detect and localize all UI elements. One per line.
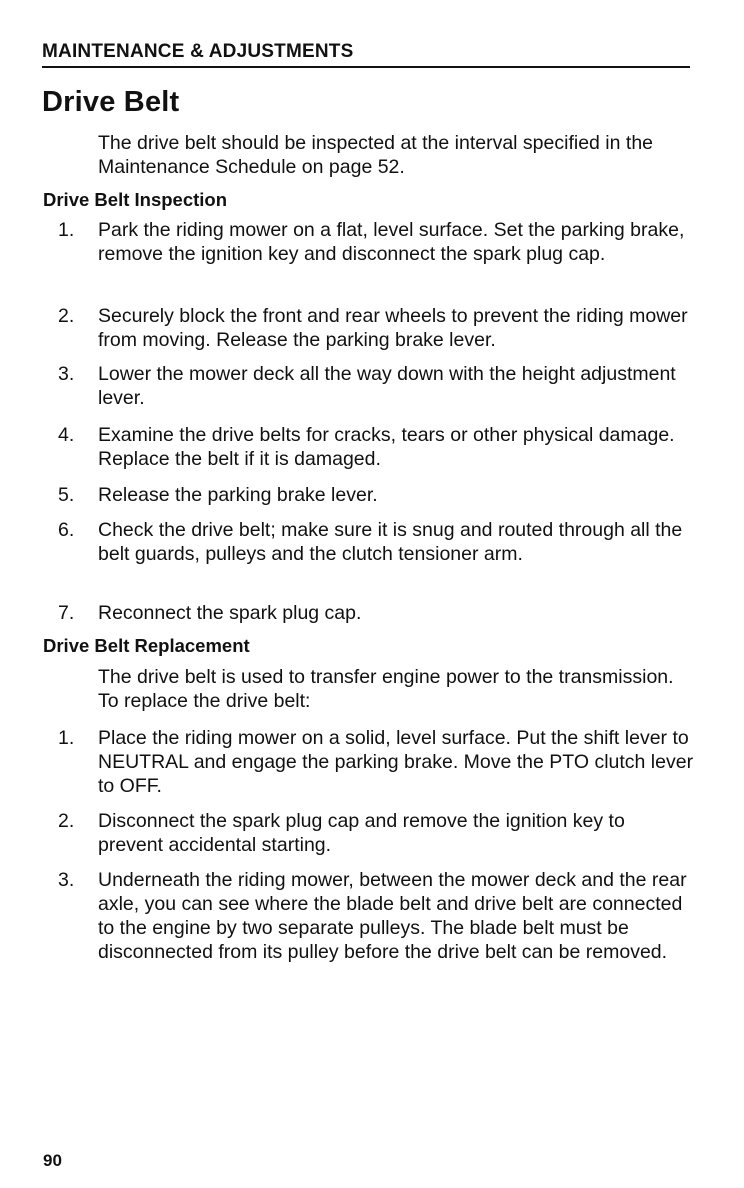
step-number: 4. [58, 424, 75, 446]
step-text: Lower the mower deck all the way down with the height adjustment lever. [98, 363, 676, 409]
inspection-heading: Drive Belt Inspection [43, 189, 228, 210]
step-text: Place the riding mower on a solid, level surface. Put the shift lever to NEUTRAL and engage the parking brake. Move the PTO clutch lever to OFF. [98, 727, 694, 797]
step-text: Underneath the riding mower, between the mower deck and the rear axle, you can see where the blade belt and drive belt are connected to the engine by two separate pulleys. The blade belt must be disconnected from its pulley before the drive belt can be removed. [98, 869, 687, 963]
step-number: 6. [58, 519, 75, 541]
page-number: 90 [43, 1151, 62, 1170]
step-text: Disconnect the spark plug cap and remove the ignition key to prevent accidental starting. [98, 810, 625, 856]
step-text: Check the drive belt; make sure it is snug and routed through all the belt guards, pulleys and the clutch tensioner arm. [98, 519, 683, 565]
step-number: 7. [58, 602, 75, 624]
step-text: Securely block the front and rear wheels to prevent the riding mower from moving. Release the parking brake lever. [98, 305, 688, 351]
step-text: Release the parking brake lever. [98, 484, 378, 506]
step-number: 2. [58, 810, 75, 832]
step-text: Examine the drive belts for cracks, tears or other physical damage. Replace the belt if it is damaged. [98, 424, 675, 470]
step-text: Park the riding mower on a flat, level surface. Set the parking brake, remove the ignition key and disconnect the spark plug cap. [98, 219, 685, 265]
page-header [42, 40, 690, 68]
step-number: 2. [58, 305, 75, 327]
step-number: 5. [58, 484, 75, 506]
step-number: 1. [58, 727, 75, 749]
step-text: Reconnect the spark plug cap. [98, 602, 362, 624]
page-title: Drive Belt [42, 86, 180, 118]
step-number: 1. [58, 219, 75, 241]
step-number: 3. [58, 869, 75, 891]
replacement-heading: Drive Belt Replacement [43, 635, 250, 656]
intro-paragraph: The drive belt should be inspected at the interval specified in the Maintenance Schedule on page 52. [98, 132, 654, 178]
replacement-intro: The drive belt is used to transfer engine power to the transmission. To replace the drive belt: [98, 666, 674, 712]
section-label: MAINTENANCE & ADJUSTMENTS [42, 41, 354, 62]
step-number: 3. [58, 363, 75, 385]
